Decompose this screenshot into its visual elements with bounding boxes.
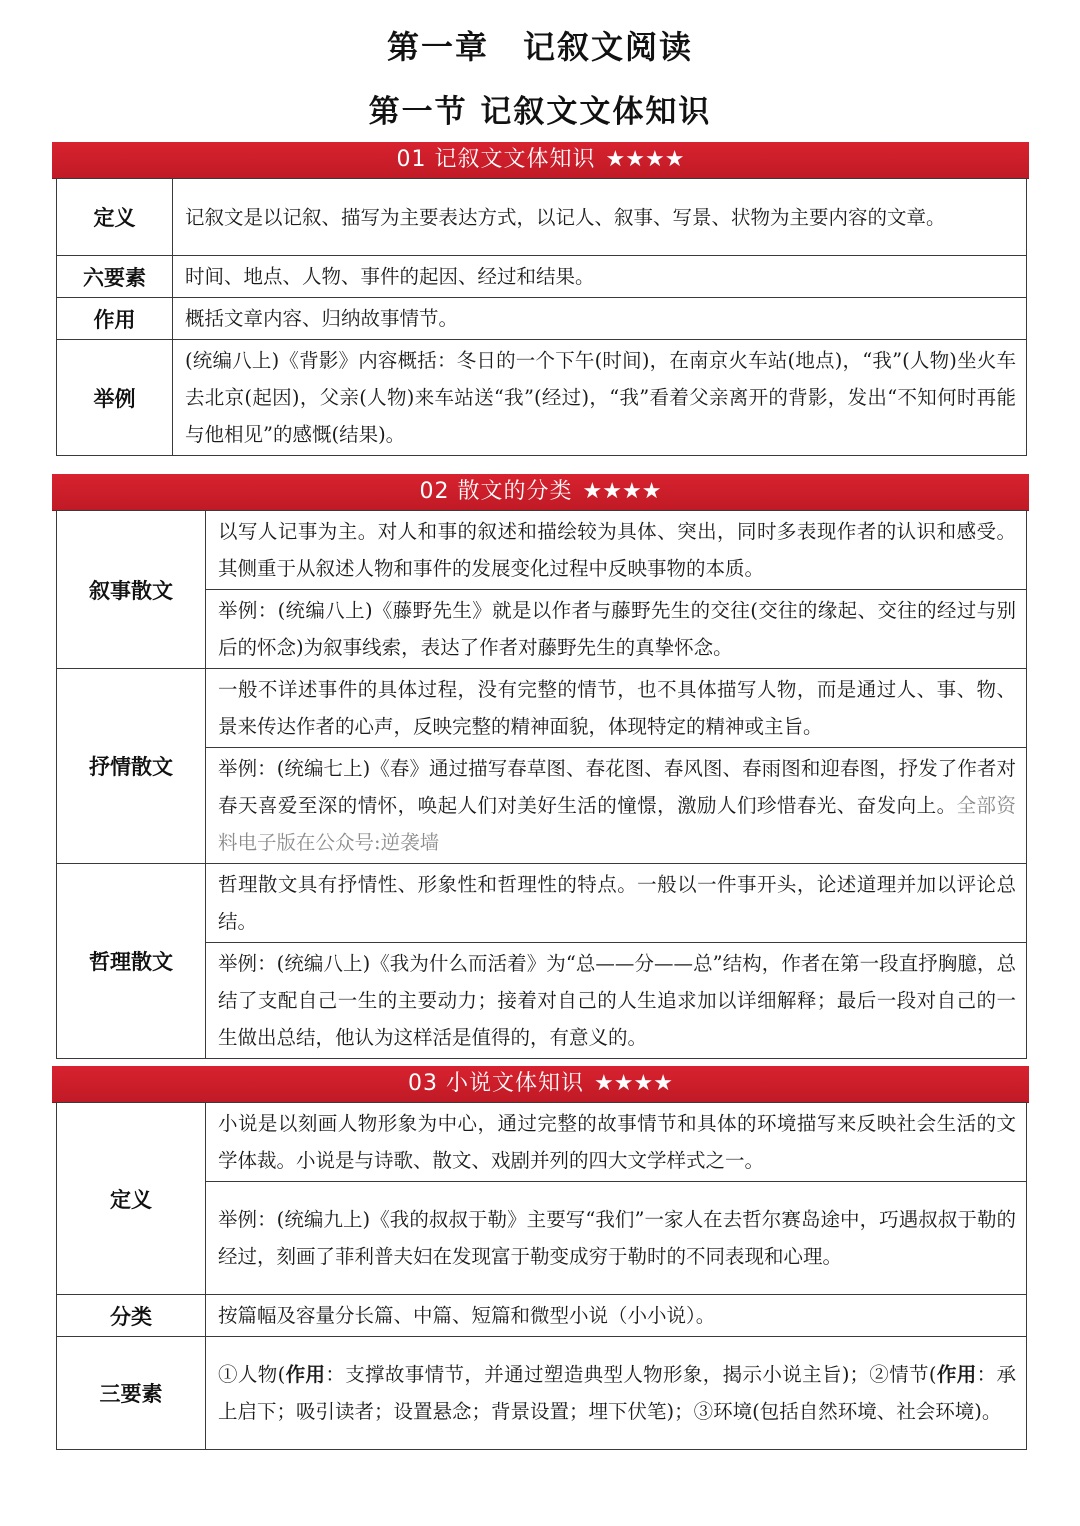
row-example: 举例：(统编八上)《藤野先生》就是以作者与藤野先生的交往(交往的缘起、交往的经过与别后的怀念)为叙事线索，表达了作者对藤野先生的真挚怀念。 [206,590,1027,669]
prose-table [56,510,1027,1059]
banner-heading: 03 小说文体知识 [408,1071,585,1096]
elements-text: ①人物( [218,1363,286,1386]
row-label: 抒情散文 [57,669,206,864]
row-content [206,1337,1027,1450]
row-content: 时间、地点、人物、事件的起因、经过和结果。 [173,256,1027,298]
elements-text: ：支撑故事情节，并通过塑造典型人物形象，揭示小说主旨)；②情节( [325,1363,937,1386]
row-content: 按篇幅及容量分长篇、中篇、短篇和微型小说（小小说）。 [206,1295,1027,1337]
watermark-text: 全部资料电子版在公众号:逆袭墙 [218,794,1016,854]
row-label: 叙事散文 [57,511,206,669]
table-row [57,1295,1027,1337]
elements-bold: 作用 [936,1363,977,1386]
table-row [57,179,1027,256]
table-row [57,511,1027,590]
section-banner [52,142,1029,178]
row-example [206,748,1027,864]
row-label: 哲理散文 [57,864,206,1059]
row-description: 小说是以刻画人物形象为中心，通过完整的故事情节和具体的环境描写来反映社会生活的文学体裁。小说是与诗歌、散文、戏剧并列的四大文学样式之一。 [206,1103,1027,1182]
row-label: 六要素 [57,256,173,298]
table-row [57,298,1027,340]
table-row [57,340,1027,456]
row-example: 举例：(统编八上)《我为什么而活着》为“总——分——总”结构，作者在第一段直抒胸臆，总结了支配自己一生的主要动力；接着对自己的人生追求加以详细解释；最后一段对自己的一生做出总结，他认为这样活是值得的，有意义的。 [206,943,1027,1059]
row-content: (统编八上)《背影》内容概括：冬日的一个下午(时间)，在南京火车站(地点)，“我”(人物)坐火车去北京(起因)，父亲(人物)来车站送“我”(经过)，“我”看着父亲离开的背影，发出“不知何时再能与他相见”的感慨(结果)。 [173,340,1027,456]
row-label: 分类 [57,1295,206,1337]
banner-heading: 01 记叙文文体知识 [396,147,596,172]
row-description: 哲理散文具有抒情性、形象性和哲理性的特点。一般以一件事开头，论述道理并加以评论总结。 [206,864,1027,943]
example-text: 举例：(统编七上)《春》通过描写春草图、春花图、春风图、春雨图和迎春图，抒发了作者对春天喜爱至深的情怀，唤起人们对美好生活的憧憬，激励人们珍惜春光、奋发向上。 [218,757,1016,817]
row-label: 定义 [57,179,173,256]
elements-bold: 作用 [285,1363,326,1386]
row-example: 举例：(统编九上)《我的叔叔于勒》主要写“我们”一家人在去哲尔赛岛途中，巧遇叔叔于勒的经过，刻画了菲利普夫妇在发现富于勒变成穷于勒时的不同表现和心理。 [206,1182,1027,1295]
table-row [57,256,1027,298]
block-narrative-knowledge [55,142,1028,456]
section-banner [52,474,1029,510]
row-content: 概括文章内容、归纳故事情节。 [173,298,1027,340]
star-rating-icon: ★★★★ [605,147,685,172]
row-label: 定义 [57,1103,206,1295]
star-rating-icon: ★★★★ [594,1071,673,1096]
table-row [57,1103,1027,1182]
elements-text: ：承上启下；吸引读者；设置悬念；背景设置；埋下伏笔)；③环境(包括自然环境、社会环境)。 [218,1363,1016,1423]
block-novel-knowledge [55,1066,1028,1450]
chapter-title: 第一章 记叙文阅读 [386,28,693,66]
star-rating-icon: ★★★★ [582,479,662,504]
row-label: 三要素 [57,1337,206,1450]
row-content: 记叙文是以记叙、描写为主要表达方式，以记人、叙事、写景、状物为主要内容的文章。 [173,179,1027,256]
narrative-table [56,178,1027,456]
section-banner [52,1066,1029,1102]
row-description: 以写人记事为主。对人和事的叙述和描绘较为具体、突出，同时多表现作者的认识和感受。其侧重于从叙述人物和事件的发展变化过程中反映事物的本质。 [206,511,1027,590]
row-description: 一般不详述事件的具体过程，没有完整的情节，也不具体描写人物，而是通过人、事、物、景来传达作者的心声，反映完整的精神面貌，体现特定的精神或主旨。 [206,669,1027,748]
row-label: 举例 [57,340,173,456]
row-label: 作用 [57,298,173,340]
table-row [57,864,1027,943]
banner-heading: 02 散文的分类 [419,479,573,504]
block-prose-classification [55,474,1028,1059]
section-title: 第一节 记叙文文体知识 [368,94,712,130]
table-row [57,1337,1027,1450]
table-row [57,669,1027,748]
novel-table [56,1102,1027,1450]
